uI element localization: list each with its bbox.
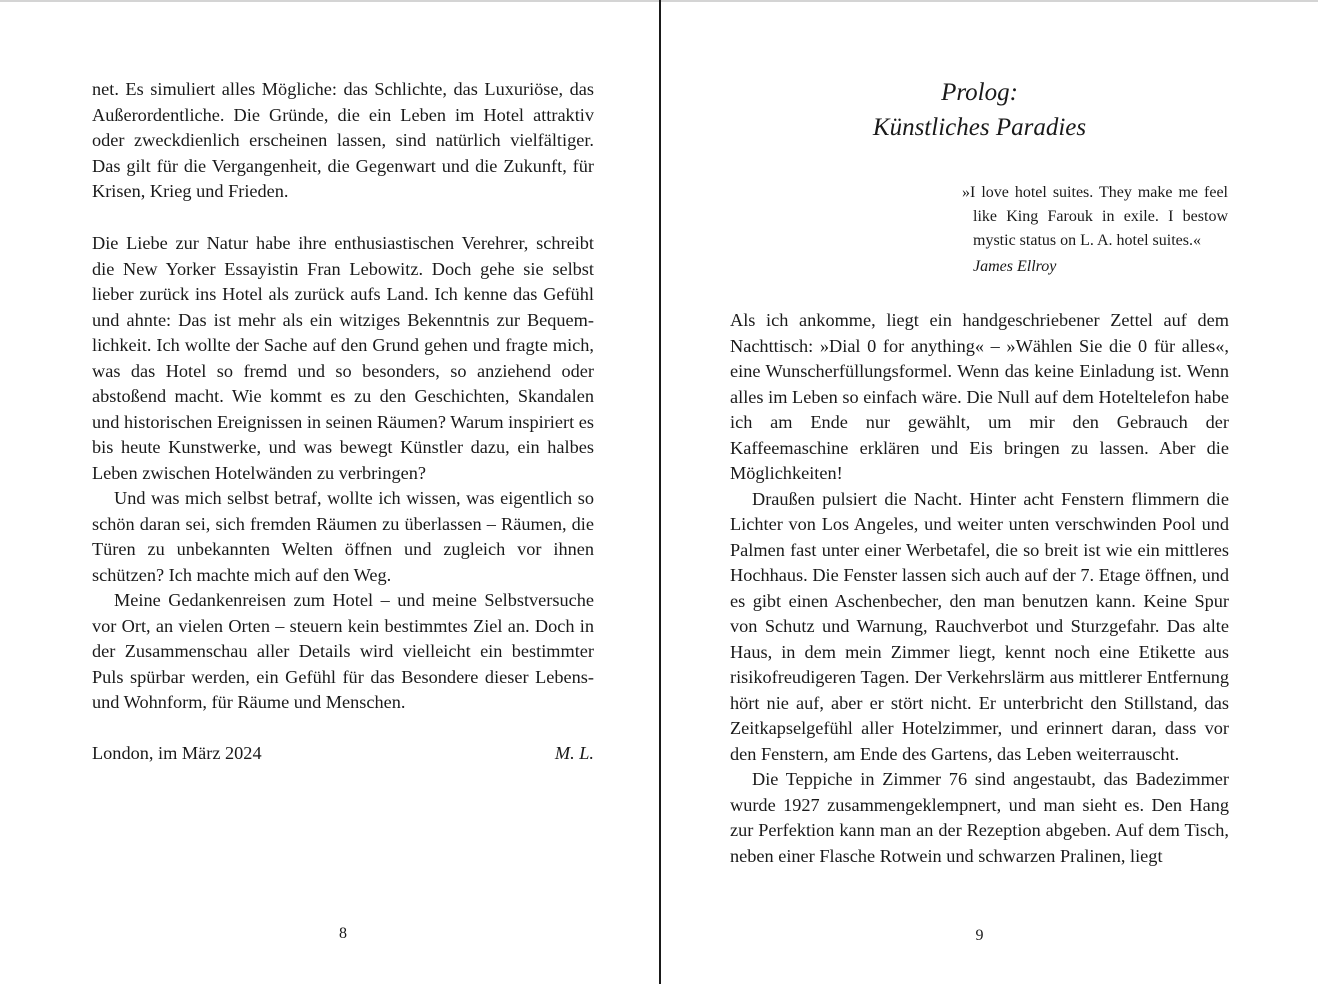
right-page-number: 9 — [975, 927, 984, 944]
right-paragraph: Die Teppiche in Zimmer 76 sind angestaubt, das Badezimmer wurde 1927 zusammengeklempnert, und man sieht es. Den Hang zur Perfektion kann man an der Rezeption abgeben. Auf dem Tisch, neben einer Flasche Rotwein und schwarzen Pralinen, liegt — [730, 769, 1229, 866]
left-page — [92, 0, 594, 984]
right-page — [730, 0, 1229, 984]
signoff — [92, 741, 594, 767]
left-paragraph: Meine Gedankenreisen zum Hotel – und meine Selbstversuche vor Ort, an vielen Orten – steuern kein bestimmtes Ziel an. Doch in der Zusammenschau aller Details wird vielleicht ein bestimmter Puls spürbar werden, ein Gefühl für das Besondere dieser Lebens- und Wohnform, für Räume und Menschen. — [92, 590, 594, 712]
epigraph-quote: »I love hotel suites. They make me feel like King Farouk in exile. I bestow mystic status on L. A. hotel suites.« — [962, 184, 1228, 249]
left-page-number: 8 — [339, 925, 347, 942]
left-paragraph-group — [92, 231, 594, 716]
signoff-place-date: London, im März 2024 — [92, 743, 262, 763]
right-paragraph-group — [730, 308, 1229, 869]
left-paragraph-1-block — [92, 77, 594, 205]
right-paragraph: Draußen pulsiert die Nacht. Hinter acht Fenstern flimmern die Lichter von Los Angeles, und weiter unten verschwinden Pool und Palmen fast unter einer Werbetafel, die so breit ist wie ein mittleres Hochhaus. Die Fenster lassen sich auch auf der 7. Etage öffnen, und es gibt einen Aschenbecher, den man benutzen kann. Keine Spur von Schutz und Warnung, Rauchverbot und Sturzgefahr. Das alte Haus, in dem mein Zimmer liegt, kennt noch eine Etikette aus risikofreudigeren Tagen. Der Verkehrslärm aus mittlerer Entfernung hört nie auf, aber er stört nicht. Er unterbricht den Stillstand, das Zeitkapselgefühl aller Hotelzimmer, und erinnert daran, dass vor den Fenstern, am Ende des Gartens, das Leben weiterrauscht. — [730, 488, 1229, 764]
epigraph — [962, 181, 1228, 279]
left-paragraph: Die Liebe zur Natur habe ihre enthusiastischen Verehrer, schreibt die New Yorker Essayistin Fran Lebowitz. Doch gehe sie selbst lieber zurück ins Hotel als zurück aufs Land. Ich kenne das Gefühl und ahnte: Das ist mehr als ein witziges Bekenntnis zur Bequemlichkeit. Ich wollte der Sache auf den Grund gehen und fragte mich, was das Hotel so fremd und so besonders, so anziehend oder abstoßend macht. Wie kommt es zu den Geschichten, Skandalen und historischen Ereignissen in seinen Räumen? Warum inspiriert es bis heute Kunstwerke, und was bewegt Künstler dazu, ein halbes Leben zwischen Hotelwänden zu verbringen? — [92, 233, 594, 483]
chapter-title — [730, 75, 1229, 145]
left-paragraph: net. Es simuliert alles Mögliche: das Schlichte, das Luxuriöse, das Außerordentliche. Die Gründe, die ein Leben im Hotel attraktiv oder zweckdienlich erscheinen lassen, sind natürlich vielfältiger. Das gilt für die Vergangenheit, die Gegenwart und die Zukunft, für Krisen, Krieg und Frieden. — [92, 79, 594, 201]
signoff-initials: M. L. — [554, 743, 594, 763]
epigraph-author: James Ellroy — [973, 258, 1057, 275]
left-paragraph: Und was mich selbst betraf, wollte ich wissen, was eigentlich so schön daran sei, sich fremden Räumen zu überlassen – Räumen, die Türen zu unbekannten Welten öffnen und zugleich vor ihnen schützen? Ich machte mich auf den Weg. — [92, 488, 594, 585]
chapter-title-line-2: Künstliches Paradies — [872, 114, 1087, 141]
book-spine-gutter — [659, 0, 661, 984]
chapter-title-line-1: Prolog: — [941, 79, 1018, 106]
right-paragraph: Als ich ankomme, liegt ein handgeschriebener Zettel auf dem Nachttisch: »Dial 0 for anything« – »Wählen Sie die 0 für alles«, eine Wunscherfüllungsformel. Wenn das keine Einladung ist. Wenn alles im Leben so einfach wäre. Die Null auf dem Hoteltelefon habe ich am Ende nur gewählt, um mir den Gebrauch der Kaffeemaschine erklären und Eis bringen zu lassen. Aber die Möglichkeiten! — [730, 310, 1229, 483]
